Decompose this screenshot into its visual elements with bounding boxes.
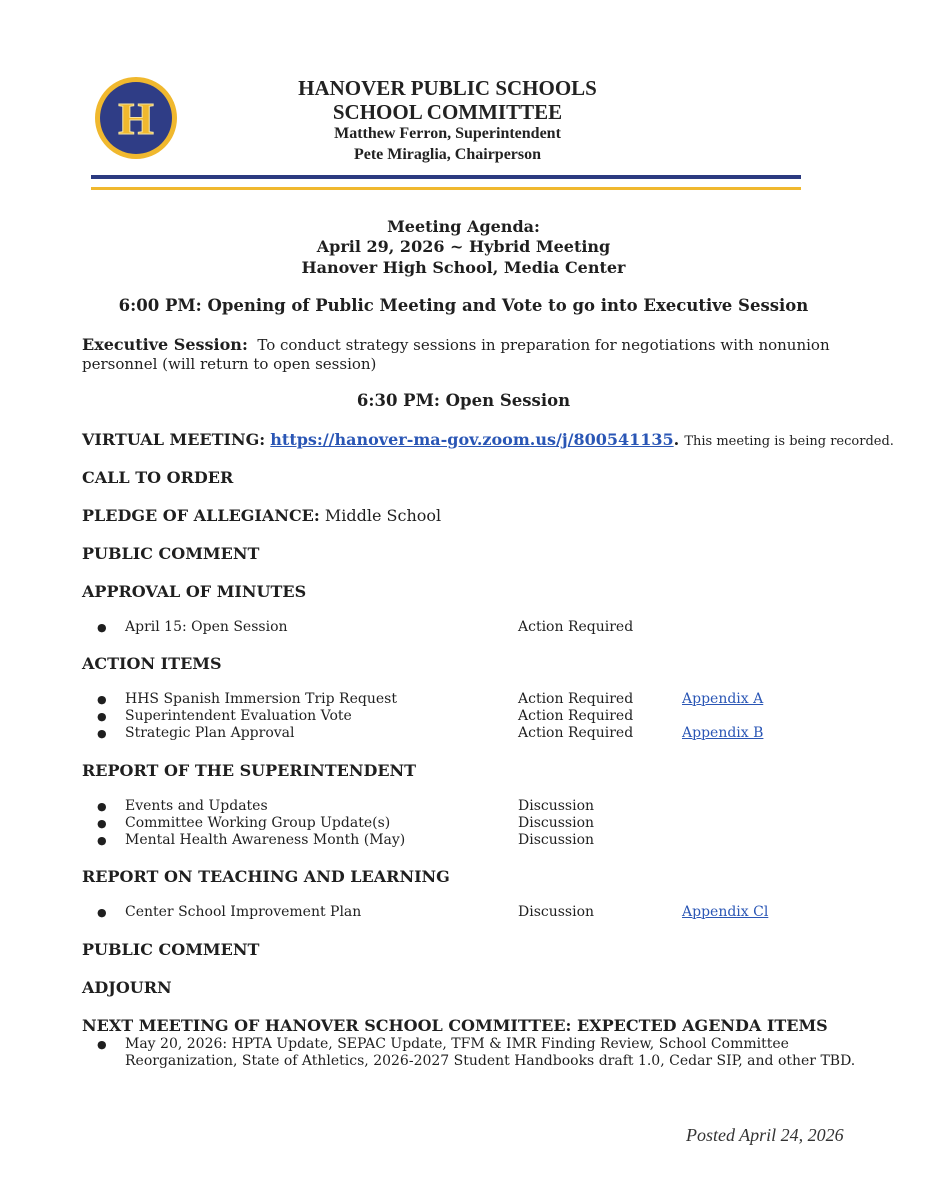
virtual-meeting-label: VIRTUAL MEETING:: [82, 430, 266, 449]
minutes-item-status: Action Required: [518, 619, 634, 635]
bullet: ●: [97, 834, 107, 847]
opening-heading: 6:00 PM: Opening of Public Meeting and Vote to go into Executive Session: [118, 296, 809, 315]
action-item-label: Superintendent Evaluation Vote: [125, 708, 352, 724]
public-comment-heading: PUBLIC COMMENT: [82, 544, 260, 563]
appendix-c-link[interactable]: Appendix Cl: [682, 904, 769, 920]
appendix-b-link[interactable]: Appendix B: [682, 725, 764, 741]
next-meeting-heading: NEXT MEETING OF HANOVER SCHOOL COMMITTEE: EXPECTED AGENDA ITEMS: [82, 1016, 828, 1035]
executive-session-block: [82, 335, 842, 374]
virtual-meeting-line: [82, 430, 894, 449]
action-item-label: HHS Spanish Immersion Trip Request: [125, 691, 397, 707]
recording-note: This meeting is being recorded.: [684, 434, 894, 449]
next-meeting-line1: May 20, 2026: HPTA Update, SEPAC Update, TFM & IMR Finding Review, School Committee: [125, 1036, 789, 1052]
appendix-a-link[interactable]: Appendix A: [682, 691, 764, 707]
report-item-label: Mental Health Awareness Month (May): [125, 832, 406, 848]
bullet: ●: [97, 621, 107, 634]
teaching-report-heading: REPORT ON TEACHING AND LEARNING: [82, 867, 450, 886]
next-meeting-line2: Reorganization, State of Athletics, 2026-2027 Student Handbooks draft 1.0, Cedar SIP, and other TBD.: [125, 1053, 856, 1069]
bullet: ●: [97, 906, 107, 919]
posted-date: Posted April 24, 2026: [686, 1125, 844, 1145]
agenda-title: Meeting Agenda:: [387, 217, 540, 236]
committee-name: SCHOOL COMMITTEE: [332, 100, 563, 124]
header-rule-navy: [91, 175, 801, 179]
executive-session-text-2: personnel (will return to open session): [82, 355, 377, 373]
action-items-heading: ACTION ITEMS: [82, 654, 222, 673]
executive-session-label: Executive Session:: [82, 335, 248, 354]
report-item-status: Discussion: [518, 815, 595, 831]
bullet: ●: [97, 817, 107, 830]
bullet: ●: [97, 800, 107, 813]
bullet: ●: [97, 1038, 107, 1051]
teaching-item-status: Discussion: [518, 904, 595, 920]
teaching-item-label: Center School Improvement Plan: [125, 904, 362, 920]
action-item-label: Strategic Plan Approval: [125, 725, 295, 741]
bullet: ●: [97, 710, 107, 723]
open-session-heading: 6:30 PM: Open Session: [356, 391, 571, 410]
logo-letter: H: [118, 93, 154, 144]
org-name: HANOVER PUBLIC SCHOOLS: [298, 76, 597, 100]
chairperson-name: Pete Miraglia, Chairperson: [353, 146, 542, 163]
zoom-link[interactable]: https://hanover-ma-gov.zoom.us/j/800541135: [270, 430, 674, 449]
pledge-line: [82, 506, 441, 525]
report-item-status: Discussion: [518, 798, 595, 814]
meeting-date: April 29, 2026 ~ Hybrid Meeting: [316, 237, 611, 256]
approval-minutes-heading: APPROVAL OF MINUTES: [82, 582, 307, 601]
superintendent-report-heading: REPORT OF THE SUPERINTENDENT: [82, 761, 417, 780]
action-item-status: Action Required: [518, 708, 634, 724]
adjourn-heading: ADJOURN: [82, 978, 172, 997]
bullet: ●: [97, 727, 107, 740]
minutes-item-label: April 15: Open Session: [125, 619, 288, 635]
header-rule-gold: [91, 187, 801, 190]
action-item-status: Action Required: [518, 691, 634, 707]
school-logo: [94, 76, 178, 160]
executive-session-text: To conduct strategy sessions in preparation for negotiations with nonunion: [257, 336, 830, 354]
bullet: ●: [97, 693, 107, 706]
report-item-status: Discussion: [518, 832, 595, 848]
pledge-value: Middle School: [324, 506, 442, 525]
meeting-location: Hanover High School, Media Center: [301, 258, 626, 277]
superintendent-name: Matthew Ferron, Superintendent: [334, 125, 561, 142]
call-to-order-heading: CALL TO ORDER: [82, 468, 234, 487]
virtual-period: .: [673, 430, 680, 449]
public-comment-heading-2: PUBLIC COMMENT: [82, 940, 260, 959]
report-item-label: Committee Working Group Update(s): [125, 815, 391, 831]
pledge-label: PLEDGE OF ALLEGIANCE:: [82, 506, 320, 525]
report-item-label: Events and Updates: [125, 798, 268, 814]
action-item-status: Action Required: [518, 725, 634, 741]
